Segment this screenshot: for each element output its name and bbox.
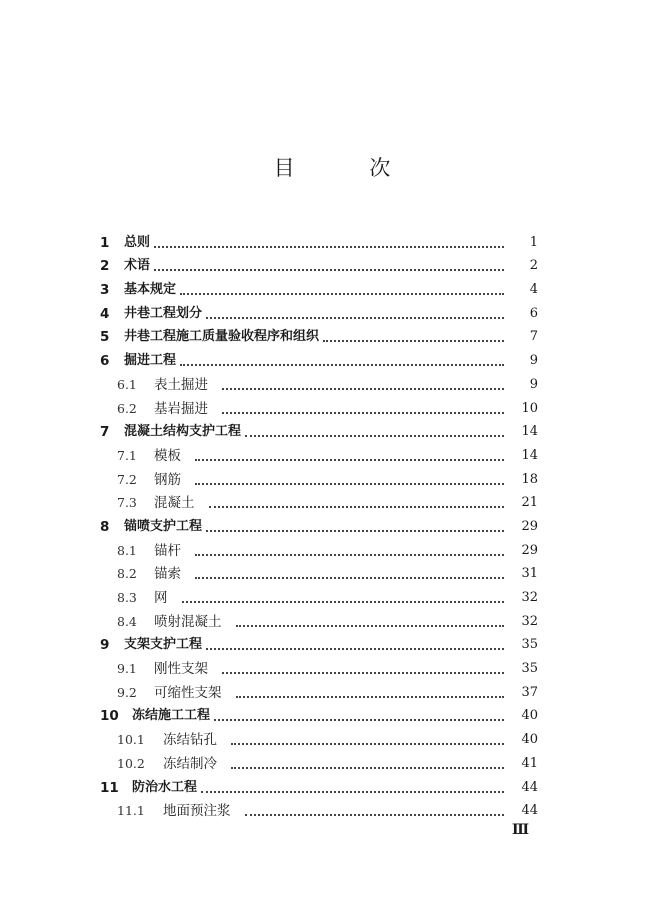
toc-chapter-entry[interactable] [100, 512, 538, 536]
toc-dot-leader [201, 791, 504, 793]
toc-entry-number: 9 [100, 637, 110, 654]
toc-section-entry[interactable] [100, 797, 538, 821]
toc-entry-page: 35 [521, 661, 538, 677]
toc-chapter-entry[interactable] [100, 323, 538, 347]
toc-section-entry[interactable] [100, 536, 538, 560]
toc-entry-title: 表土掘进 [154, 376, 208, 393]
toc-section-entry[interactable] [100, 441, 538, 465]
toc-entry-title: 基本规定 [124, 282, 177, 298]
toc-entry-title: 总则 [124, 234, 151, 250]
toc-entry-title: 可缩性支架 [154, 684, 222, 701]
toc-dot-leader [195, 554, 504, 556]
table-of-contents [100, 228, 538, 820]
toc-dot-leader [206, 648, 504, 650]
toc-entry-title: 冻结钻孔 [163, 732, 217, 749]
toc-entry-number: 1 [100, 234, 110, 251]
toc-entry-page: 44 [521, 803, 538, 819]
toc-entry-number: 6 [100, 353, 110, 370]
toc-entry-number: 3 [100, 282, 110, 299]
toc-entry-page: 32 [521, 613, 538, 629]
toc-entry-page: 21 [521, 495, 538, 511]
toc-entry-title: 掘进工程 [124, 353, 177, 369]
toc-section-entry[interactable] [100, 678, 538, 702]
toc-entry-title: 基岩掘进 [154, 400, 208, 417]
toc-entry-page: 44 [521, 779, 538, 795]
toc-chapter-entry[interactable] [100, 252, 538, 276]
toc-dot-leader [214, 719, 504, 721]
toc-entry-title: 井巷工程划分 [124, 305, 203, 321]
toc-section-entry[interactable] [100, 749, 538, 773]
toc-section-entry[interactable] [100, 465, 538, 489]
toc-entry-number: 8.4 [117, 613, 137, 629]
toc-entry-title: 网 [154, 590, 168, 606]
toc-entry-page: 6 [529, 305, 538, 321]
toc-chapter-entry[interactable] [100, 228, 538, 252]
toc-entry-page: 4 [529, 282, 538, 298]
toc-dot-leader [222, 672, 504, 674]
toc-entry-number: 11 [100, 779, 119, 796]
toc-dot-leader [206, 317, 504, 319]
toc-entry-number: 4 [100, 305, 110, 322]
toc-entry-number: 10 [100, 708, 119, 725]
toc-entry-number: 8.1 [117, 542, 137, 558]
toc-entry-page: 18 [521, 471, 538, 487]
toc-entry-title: 喷射混凝土 [154, 613, 222, 630]
toc-entry-title: 模板 [154, 447, 181, 464]
toc-entry-page: 41 [521, 755, 538, 771]
toc-entry-number: 8.3 [117, 590, 137, 605]
toc-section-entry[interactable] [100, 370, 538, 394]
toc-section-entry[interactable] [100, 725, 538, 749]
toc-entry-title: 地面预注浆 [163, 803, 231, 820]
toc-dot-leader [195, 577, 504, 579]
toc-dot-leader [180, 293, 504, 295]
toc-entry-number: 9.1 [117, 661, 137, 677]
toc-entry-page: 29 [521, 542, 538, 558]
toc-chapter-entry[interactable] [100, 418, 538, 442]
toc-entry-title: 冻结制冷 [163, 755, 217, 772]
toc-entry-title: 支架支护工程 [124, 637, 203, 653]
toc-entry-number: 10.2 [117, 755, 145, 771]
toc-section-entry[interactable] [100, 583, 538, 607]
toc-dot-leader [231, 743, 504, 745]
toc-entry-page: 2 [529, 258, 538, 274]
toc-chapter-entry[interactable] [100, 275, 538, 299]
toc-entry-title: 冻结施工工程 [132, 708, 211, 724]
toc-entry-number: 6.1 [117, 376, 137, 392]
toc-entry-number: 7 [100, 424, 110, 441]
toc-section-entry[interactable] [100, 607, 538, 631]
toc-chapter-entry[interactable] [100, 702, 538, 726]
toc-section-entry[interactable] [100, 489, 538, 513]
toc-entry-title: 锚喷支护工程 [124, 518, 203, 534]
toc-entry-page: 35 [521, 637, 538, 653]
toc-dot-leader [323, 340, 504, 342]
toc-entry-page: 14 [521, 447, 538, 463]
toc-entry-number: 10.1 [117, 732, 145, 748]
toc-dot-leader [195, 483, 504, 485]
toc-entry-number: 7.3 [117, 495, 137, 511]
toc-dot-leader [182, 601, 505, 603]
toc-entry-page: 31 [521, 566, 538, 582]
toc-chapter-entry[interactable] [100, 773, 538, 797]
toc-chapter-entry[interactable] [100, 299, 538, 323]
toc-dot-leader [245, 814, 505, 816]
toc-dot-leader [245, 435, 504, 437]
toc-entry-title: 钢筋 [154, 471, 181, 488]
toc-dot-leader [154, 246, 504, 248]
toc-entry-title: 防治水工程 [132, 779, 198, 795]
toc-entry-title: 锚杆 [154, 542, 181, 559]
toc-dot-leader [209, 506, 505, 508]
toc-entry-page: 9 [529, 353, 538, 369]
toc-dot-leader [195, 459, 504, 461]
toc-entry-title: 锚索 [154, 566, 181, 583]
toc-entry-page: 29 [521, 518, 538, 534]
toc-entry-number: 2 [100, 258, 110, 275]
toc-entry-number: 8 [100, 518, 110, 535]
toc-entry-title: 混凝土结构支护工程 [124, 424, 242, 440]
toc-chapter-entry[interactable] [100, 346, 538, 370]
toc-entry-number: 6.2 [117, 400, 137, 416]
toc-entry-page: 37 [521, 684, 538, 700]
toc-chapter-entry[interactable] [100, 631, 538, 655]
toc-entry-number: 7.2 [117, 471, 137, 487]
toc-entry-page: 10 [521, 400, 538, 416]
toc-entry-page: 9 [529, 376, 538, 392]
page-number: Ⅲ [512, 822, 530, 838]
toc-dot-leader [180, 364, 504, 366]
page-title: 目 次 [273, 156, 425, 180]
toc-entry-title: 刚性支架 [154, 661, 208, 678]
toc-section-entry[interactable] [100, 654, 538, 678]
toc-entry-page: 7 [529, 329, 538, 345]
toc-entry-number: 9.2 [117, 684, 137, 700]
toc-dot-leader [231, 767, 504, 769]
toc-entry-number: 8.2 [117, 566, 137, 582]
toc-entry-page: 40 [521, 708, 538, 724]
toc-dot-leader [154, 269, 504, 271]
toc-dot-leader [236, 696, 505, 698]
toc-entry-page: 14 [521, 424, 538, 440]
toc-entry-title: 井巷工程施工质量验收程序和组织 [124, 329, 320, 345]
toc-dot-leader [222, 388, 504, 390]
toc-entry-page: 1 [529, 234, 538, 250]
toc-entry-title: 混凝土 [154, 495, 195, 512]
toc-entry-number: 11.1 [117, 803, 145, 819]
toc-entry-page: 32 [521, 590, 538, 605]
toc-dot-leader [206, 530, 504, 532]
toc-entry-number: 7.1 [117, 447, 137, 463]
toc-section-entry[interactable] [100, 394, 538, 418]
toc-entry-number: 5 [100, 329, 110, 346]
toc-entry-title: 术语 [124, 258, 151, 274]
toc-section-entry[interactable] [100, 560, 538, 584]
toc-dot-leader [236, 625, 505, 627]
toc-dot-leader [222, 412, 504, 414]
toc-entry-page: 40 [521, 732, 538, 748]
